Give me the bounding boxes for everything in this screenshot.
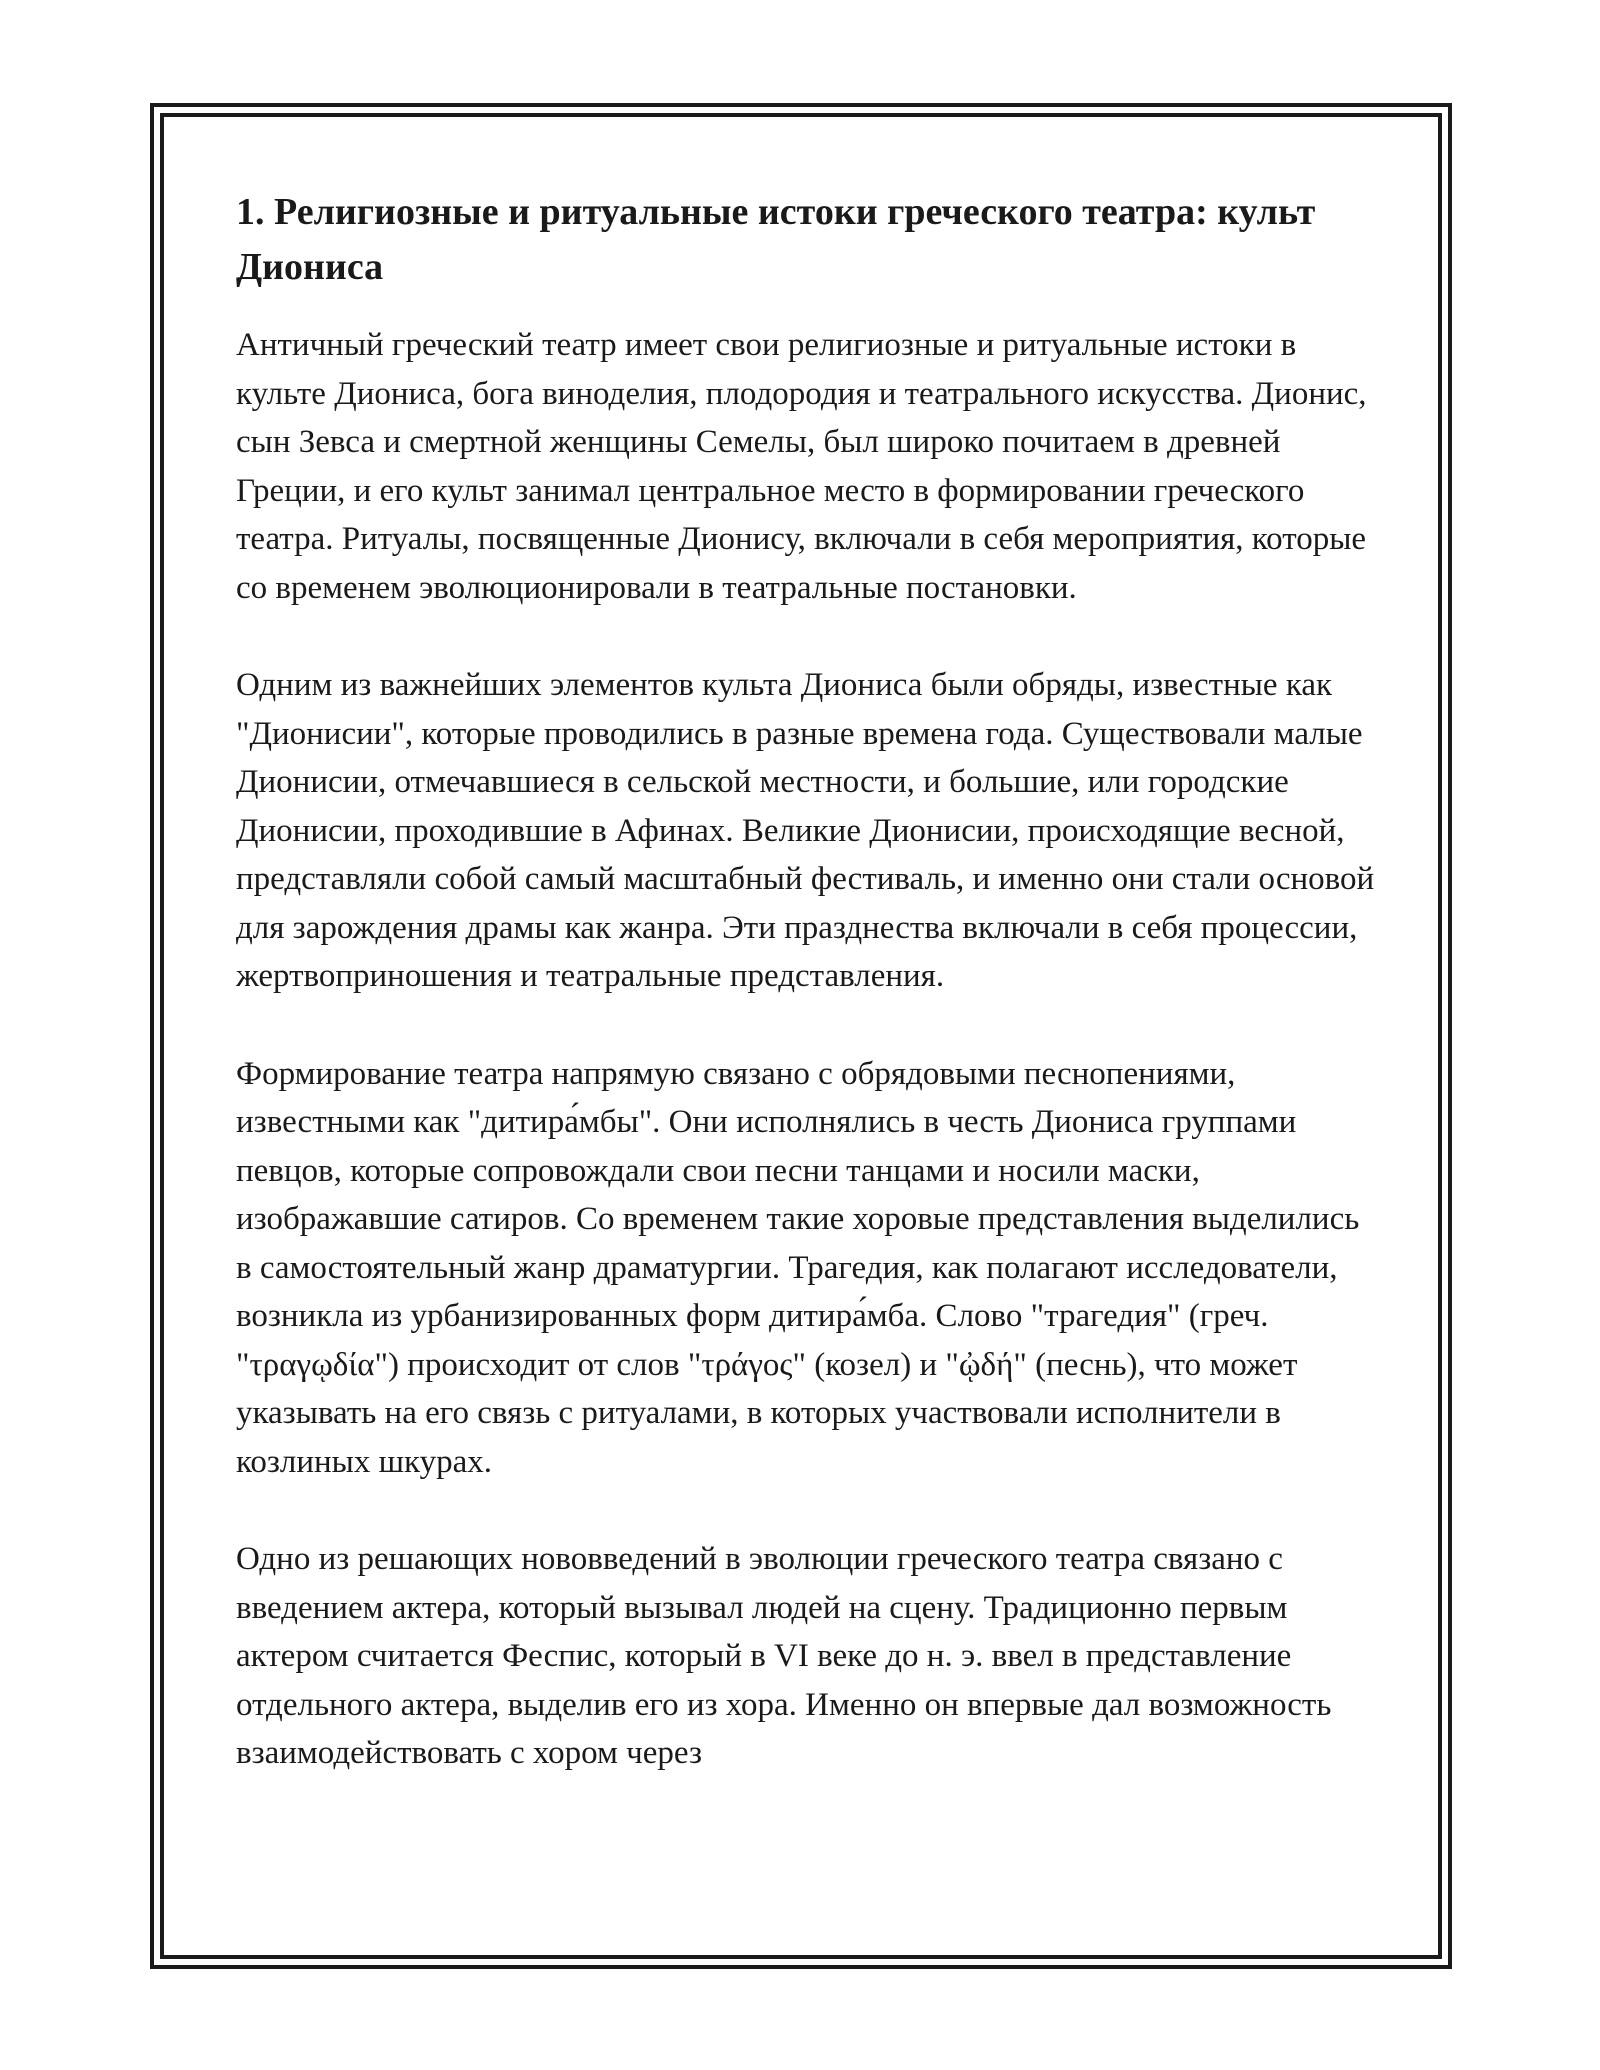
paragraph-dithyrambs: Формирование театра напрямую связано с обрядовыми песнопениями, известными как "дитира́мбы". Они исполнялись в честь Диониса группами певцов, которые сопровождали свои песни танцами и носили маски, изображавшие сатиров. Со временем такие хоровые представления выделились в самостоятельный жанр драматургии. Трагедия, как полагают исследователи, возникла из урбанизированных форм дитира́мба. Слово "трагедия" (греч. "τραγῳδία") происходит от слов "τράγος" (козел) и "ᾠδή" (песнь), что может указывать на его связь с ритуалами, в которых участвовали исполнители в козлиных шкурах. bbox=[236, 1055, 1360, 1480]
paragraph-dionysus-cult: Античный греческий театр имеет свои религиозные и ритуальные истоки в культе Диониса, бога виноделия, плодородия и театрального искусства. Дионис, сын Зевса и смертной женщины Семелы, был широко почитаем в древней Греции, и его культ занимал центральное место в формировании греческого театра. Ритуалы, посвященные Дионису, включали в себя мероприятия, которые со временем эволюционировали в театральные постановки. bbox=[236, 327, 1367, 606]
paragraph-thespis: Одно из решающих нововведений в эволюции греческого театра связано с введением актера, который вызывал людей на сцену. Традиционно первым актером считается Феспис, который в VI веке до н. э. ввел в представление отдельного актера, выделив его из хора. Именно он впервые дал возможность взаимодействовать с хором через bbox=[236, 1541, 1332, 1771]
section-heading: 1. Религиозные и ритуальные истоки греческого театра: культ Диониса bbox=[236, 191, 1316, 288]
paragraph-dionysia: Одним из важнейших элементов культа Диониса были обряды, известные как "Дионисии", которые проводились в разные времена года. Существовали малые Дионисии, отмечавшиеся в сельской местности, и большие, или городские Дионисии, проходившие в Афинах. Великие Дионисии, происходящие весной, представляли собой самый масштабный фестиваль, и именно они стали основой для зарождения драмы как жанра. Эти празднества включали в себя процессии, жертвоприношения и театральные представления. bbox=[236, 667, 1375, 994]
document-body bbox=[236, 185, 1376, 1827]
